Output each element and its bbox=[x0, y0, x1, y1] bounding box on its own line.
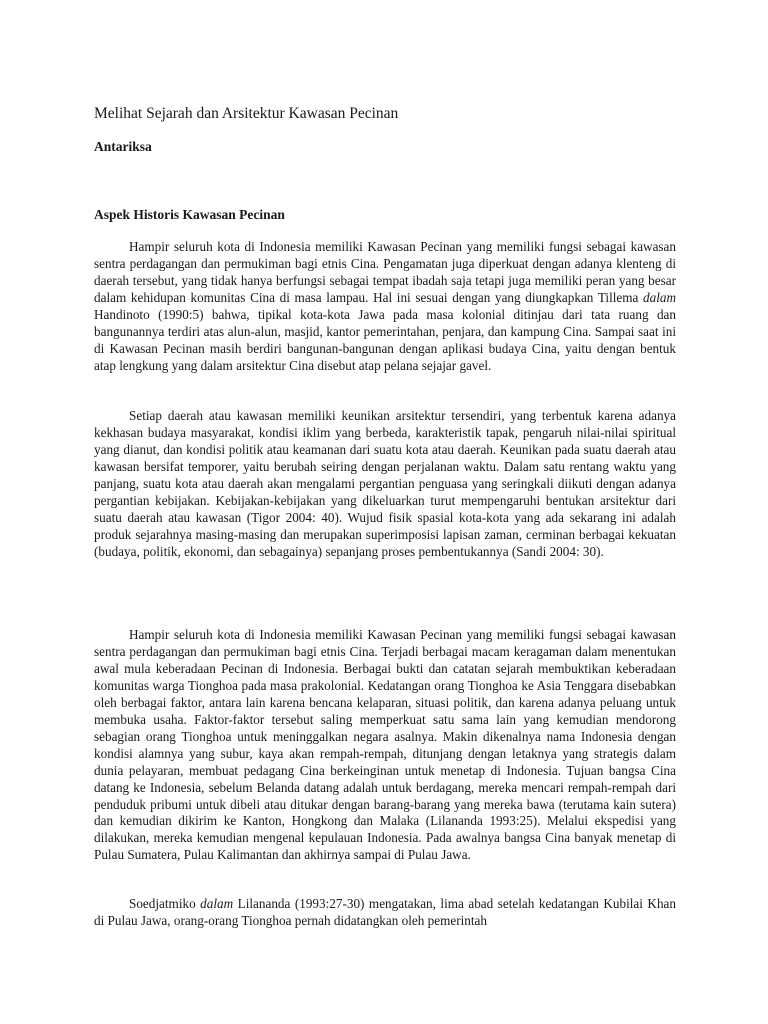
paragraph-4 bbox=[94, 896, 676, 930]
paragraph-3 bbox=[94, 627, 676, 864]
author-name: Antariksa bbox=[94, 139, 152, 154]
paragraph-4-text-a: Soedjatmiko bbox=[129, 896, 201, 911]
paragraph-1-italic: dalam bbox=[643, 289, 676, 305]
document-title: Melihat Sejarah dan Arsitektur Kawasan Pecinan bbox=[94, 105, 399, 122]
paragraph-3-text: Hampir seluruh kota di Indonesia memiliki Kawasan Pecinan yang memiliki fungsi sebagai kawasan sentra perdagangan dan permukiman bagi etnis Cina. Terjadi berbagai macam keragaman dalam menentukan awal mula keberadaan Pecinan di Indonesia. Berbagai bukti dan catatan sejarah membuktikan keberadaan komunitas warga Tionghoa pada masa prakolonial. Kedatangan orang Tionghoa ke Asia Tenggara disebabkan oleh berbagai faktor, antara lain karena bencana kelaparan, situasi politik, dan karena adanya peluang untuk membuka usaha. Faktor-faktor tersebut saling memperkuat satu sama lain yang kemudian mendorong sebagian orang Tionghoa untuk meninggalkan negara asalnya. Makin dikenalnya nama Indonesia dengan kondisi alamnya yang subur, kaya akan rempah-rempah, ditunjang dengan letaknya yang strategis dalam dunia pelayaran, membuat pedagang Cina berkeinginan untuk menetap di Indonesia. Tujuan bangsa Cina datang ke Indonesia, sebelum Belanda datang adalah untuk berdagang, mereka mencari rempah-rempah dari penduduk pribumi untuk dibeli atau ditukar dengan barang-barang yang mereka bawa (terutama kain sutera) dan kemudian dikirim ke Kanton, Hongkong dan Malaka (Lilananda 1993:25). Melalui ekspedisi yang dilakukan, mereka kemudian mengenal kepulauan Indonesia. Pada awalnya bangsa Cina banyak menetap di Pulau Sumatera, Pulau Kalimantan dan akhirnya sampai di Pulau Jawa. bbox=[94, 627, 676, 863]
paragraph-1-text-b: Handinoto (1990:5) bahwa, tipikal kota-kota Jawa pada masa kolonial ditinjau dari tata ruang dan bangunannya terdiri atas alun-alun, masjid, kantor pemerintahan, penjara, dan kampung Cina. Sampai saat ini di Kawasan Pecinan masih berdiri bangunan-bangunan dengan aplikasi budaya Cina, yaitu dengan bentuk atap lengkung yang dalam arsitektur Cina disebut atap pelana sejajar gavel. bbox=[94, 306, 676, 373]
paragraph-1 bbox=[94, 239, 676, 375]
paragraph-4-italic: dalam bbox=[200, 896, 234, 911]
paragraph-2 bbox=[94, 408, 676, 561]
paragraph-2-text: Setiap daerah atau kawasan memiliki keunikan arsitektur tersendiri, yang terbentuk karena adanya kekhasan budaya masyarakat, kondisi iklim yang berbeda, karakteristik tapak, pengaruh nilai-nilai spiritual yang dianut, dan kondisi politik atau keamanan dari suatu kota atau daerah. Keunikan pada suatu daerah atau kawasan bersifat temporer, yaitu berubah seiring dengan perjalanan waktu. Dalam satu rentang waktu yang panjang, suatu kota atau daerah akan mengalami pergantian penguasa yang seringkali diikuti dengan adanya pergantian kebijakan. Kebijakan-kebijakan yang dikeluarkan turut mempengaruhi bentukan arsitektur dari suatu daerah atau kawasan (Tigor 2004: 40). Wujud fisik spasial kota-kota yang ada sekarang ini adalah produk sejarahnya masing-masing dan merupakan superimposisi lapisan zaman, cerminan berbagai kekuatan (budaya, politik, ekonomi, dan sebagainya) sepanjang proses pembentukannya (Sandi 2004: 30). bbox=[94, 408, 676, 559]
paragraph-4-text-b: Lilananda (1993:27-30) mengatakan, lima abad setelah kedatangan Kubilai Khan di Pulau Jawa, orang-orang Tionghoa pernah didatangkan oleh pemerintah bbox=[94, 896, 677, 928]
paragraph-1-text-a: Hampir seluruh kota di Indonesia memiliki Kawasan Pecinan yang memiliki fungsi sebagai kawasan sentra perdagangan dan permukiman bagi etnis Cina. Pengamatan juga diperkuat dengan adanya klenteng di daerah tersebut, yang tidak hanya berfungsi sebagai tempat ibadah saja tetapi juga memiliki peran yang besar dalam kehidupan komunitas Cina di masa lampau. Hal ini sesuai dengan yang diungkapkan Tillema bbox=[94, 239, 676, 305]
section-heading: Aspek Historis Kawasan Pecinan bbox=[94, 207, 285, 222]
